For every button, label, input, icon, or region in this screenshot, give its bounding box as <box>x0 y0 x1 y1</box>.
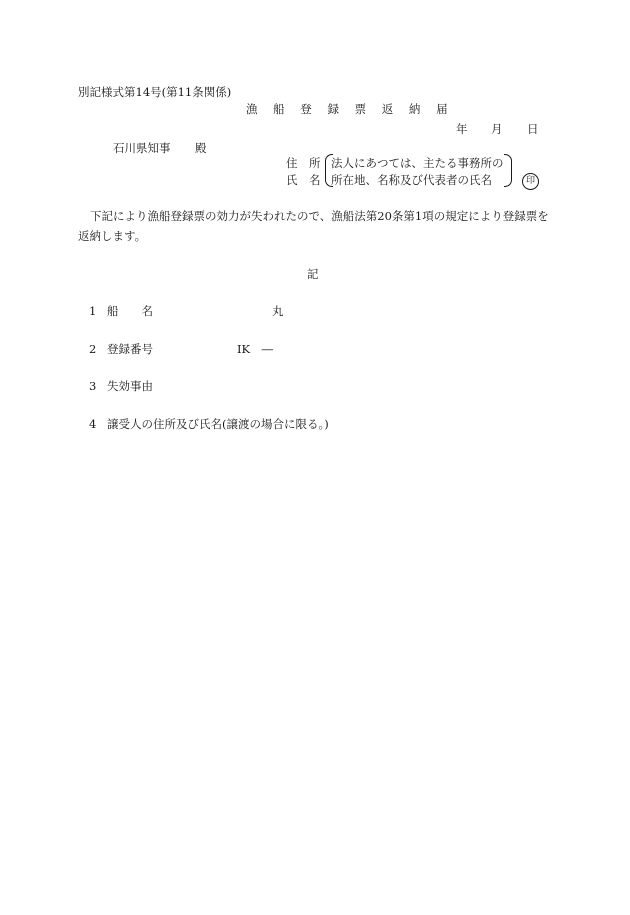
item-label-transferee: 譲受人の住所及び氏名(譲渡の場合に限る。) <box>107 417 329 431</box>
applicant-name-label: 氏 名 <box>286 173 321 187</box>
note-bracket-right <box>504 154 512 187</box>
body-text-line1: 下記により漁船登録票の効力が失われたので、漁船法第20条第1項の規定により登録票を <box>90 209 549 223</box>
item-value-registration-number: IK ― <box>237 342 274 356</box>
item-label-registration-number: 登録番号 <box>107 342 153 356</box>
ki-heading: 記 <box>307 267 319 281</box>
item-label-reason-for-loss: 失効事由 <box>107 379 153 393</box>
form-title: 漁 船 登 録 票 返 納 届 <box>246 102 454 116</box>
form-label: 別記様式第14号(第11条関係) <box>78 85 232 99</box>
date-day-label: 日 <box>527 122 539 136</box>
item-number: 2 <box>89 342 97 356</box>
item-number: 1 <box>89 304 97 318</box>
item-number: 4 <box>89 417 97 431</box>
date-year-label: 年 <box>456 122 468 136</box>
item-number: 3 <box>89 379 97 393</box>
seal-mark: 印 <box>522 173 539 190</box>
addressee-name: 石川県知事 <box>113 141 171 155</box>
applicant-note-line2: 所在地、名称及び代表者の氏名 <box>331 173 492 187</box>
date-month-label: 月 <box>491 122 503 136</box>
body-text-line2: 返納します。 <box>78 229 147 243</box>
applicant-note-line1: 法人にあつては、主たる事務所の <box>331 156 504 170</box>
item-value-ship-name: 丸 <box>272 304 284 318</box>
addressee-honorific: 殿 <box>195 141 207 155</box>
applicant-address-label: 住 所 <box>286 156 321 170</box>
item-label-ship-name: 船 名 <box>107 304 153 318</box>
